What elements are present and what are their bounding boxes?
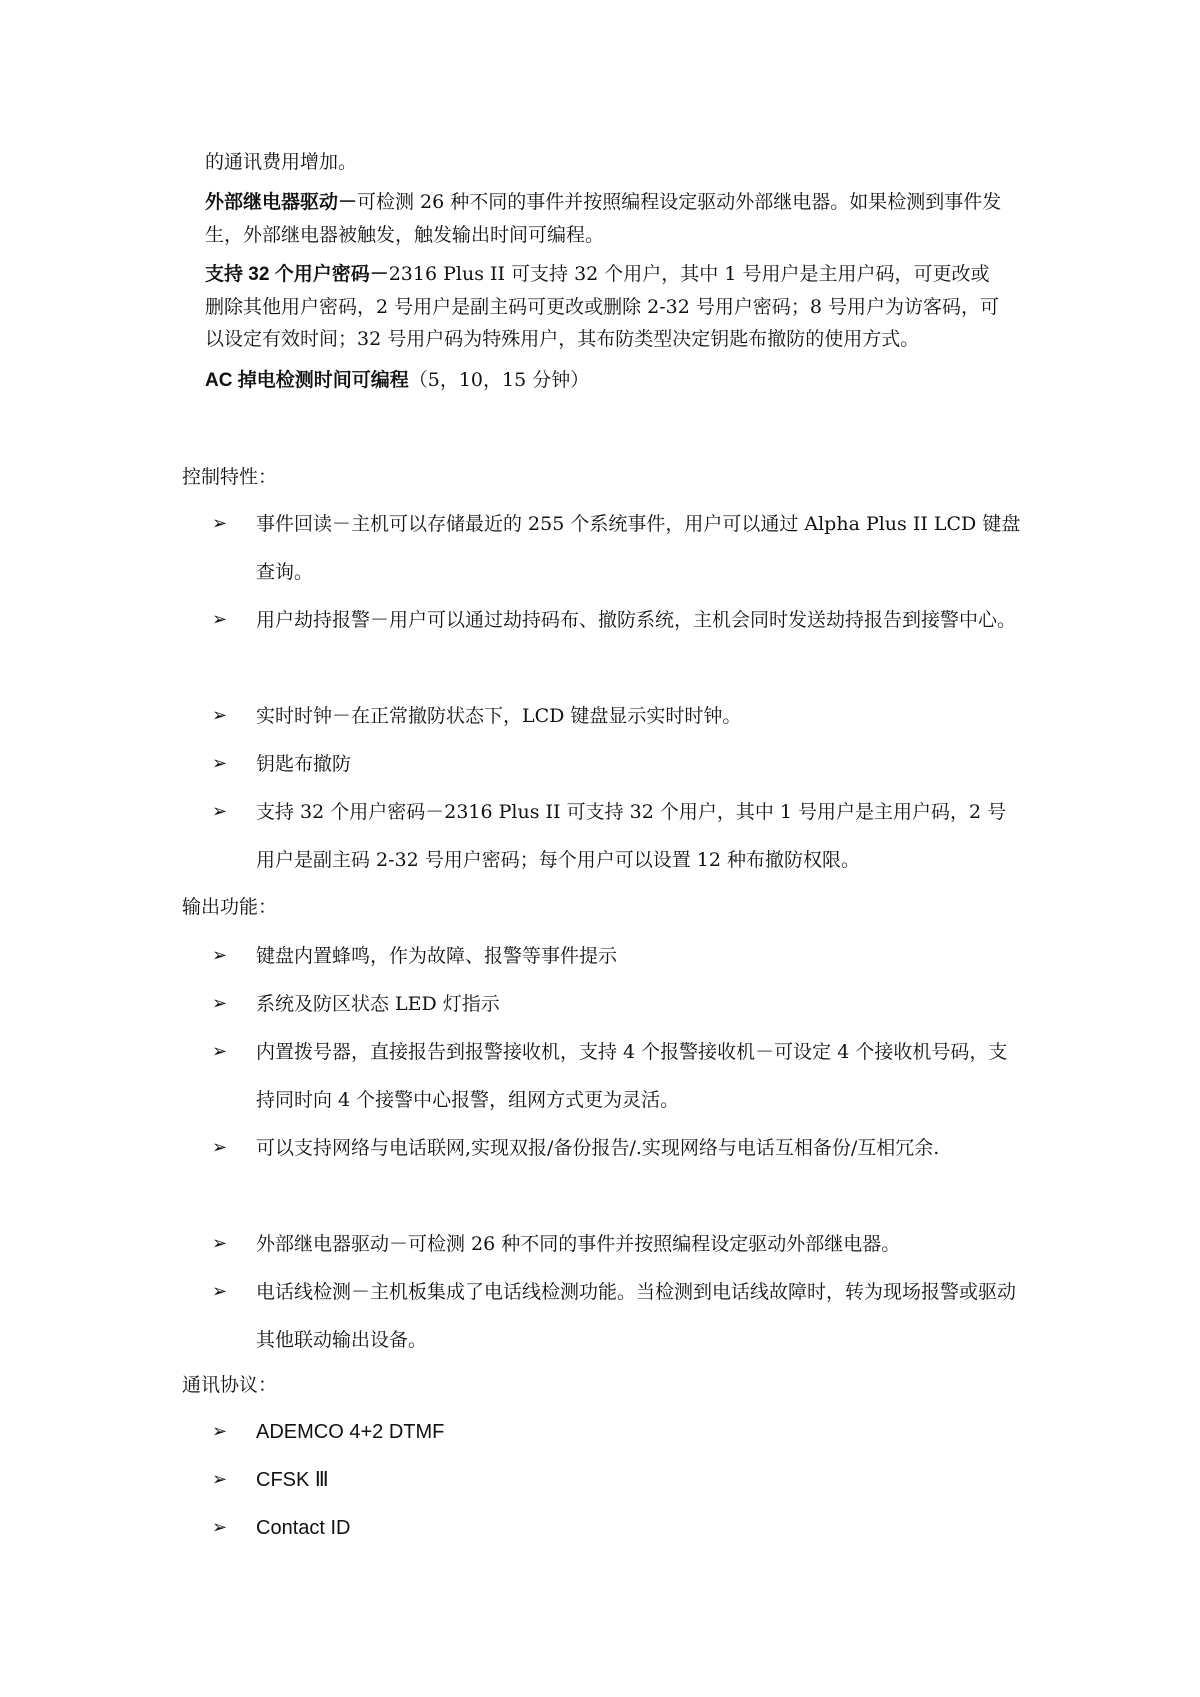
arrowhead-bullet-icon: ➢ (212, 753, 228, 774)
intro-paragraph-text: （5，10，15 分钟） (408, 369, 590, 391)
intro-continuation: 的通讯费用增加。 (205, 151, 358, 173)
section-heading-protocol: 通讯协议： (182, 1374, 278, 1396)
arrowhead-bullet-icon: ➢ (212, 609, 228, 630)
intro-paragraph-lead: 支持 32 个用户密码－ (205, 264, 389, 285)
list-item: ➢ 可以支持网络与电话联网,实现双报/备份报告/.实现网络与电话互相备份/互相冗余. (212, 1124, 1022, 1172)
list-item: ➢ 系统及防区状态 LED 灯指示 (212, 980, 1022, 1028)
arrowhead-bullet-icon: ➢ (212, 1041, 228, 1062)
intro-paragraph-text: 可检测 26 种不同的事件并按照编程设定驱动外部继电器。如果检测到事件发生，外部继电器被触发，触发输出时间可编程。 (205, 191, 1002, 246)
section-heading-output: 输出功能： (182, 896, 278, 918)
arrowhead-bullet-icon: ➢ (212, 945, 228, 966)
list-item: ➢ 用户劫持报警－用户可以通过劫持码布、撤防系统，主机会同时发送劫持报告到接警中心。 (212, 596, 1022, 644)
intro-paragraph-ac-loss (205, 364, 1005, 397)
list-item: ➢ 内置拨号器，直接报告到报警接收机，支持 4 个报警接收机－可设定 4 个接收机号码，支持同时向 4 个接警中心报警，组网方式更为灵活。 (212, 1028, 1022, 1124)
list-item: ➢ Contact ID (212, 1504, 1022, 1552)
section-heading-control: 控制特性： (182, 466, 278, 488)
arrowhead-bullet-icon: ➢ (212, 705, 228, 726)
intro-paragraph-relay (205, 186, 1005, 251)
arrowhead-bullet-icon: ➢ (212, 1233, 228, 1254)
list-item: ➢ CFSK Ⅲ (212, 1456, 1022, 1504)
intro-paragraph-lead: AC 掉电检测时间可编程 (205, 370, 409, 391)
arrowhead-bullet-icon: ➢ (212, 1421, 228, 1442)
intro-paragraph-user-codes (205, 258, 1005, 355)
arrowhead-bullet-icon: ➢ (212, 1281, 228, 1302)
intro-paragraph-lead: 外部继电器驱动－ (205, 192, 358, 213)
list-item: ➢ 实时时钟－在正常撤防状态下，LCD 键盘显示实时时钟。 (212, 692, 1022, 740)
arrowhead-bullet-icon: ➢ (212, 993, 228, 1014)
list-item: ➢ 支持 32 个用户密码－2316 Plus II 可支持 32 个用户，其中 1 号用户是主用户码，2 号用户是副主码 2-32 号用户密码；每个用户可以设置 12 种布撤防权限。 (212, 788, 1022, 884)
arrowhead-bullet-icon: ➢ (212, 1137, 228, 1158)
arrowhead-bullet-icon: ➢ (212, 1469, 228, 1490)
arrowhead-bullet-icon: ➢ (212, 1517, 228, 1538)
list-item: ➢ 键盘内置蜂鸣，作为故障、报警等事件提示 (212, 932, 1022, 980)
arrowhead-bullet-icon: ➢ (212, 801, 228, 822)
list-item: ➢ 钥匙布撤防 (212, 740, 1022, 788)
arrowhead-bullet-icon: ➢ (212, 513, 228, 534)
intro-paragraph-text: 2316 Plus II 可支持 32 个用户，其中 1 号用户是主用户码，可更改或删除其他用户密码，2 号用户是副主码可更改或删除 2-32 号用户密码；8 号用户为访客码，可以设定有效时间；32 号用户码为特殊用户，其布防类型决定钥匙布撤防的使用方式。 (205, 263, 1000, 350)
list-item: ➢ 外部继电器驱动－可检测 26 种不同的事件并按照编程设定驱动外部继电器。 (212, 1220, 1022, 1268)
list-item: ➢ 事件回读－主机可以存储最近的 255 个系统事件，用户可以通过 Alpha Plus II LCD 键盘查询。 (212, 500, 1022, 596)
list-item: ➢ ADEMCO 4+2 DTMF (212, 1408, 1022, 1456)
list-item: ➢ 电话线检测－主机板集成了电话线检测功能。当检测到电话线故障时，转为现场报警或驱动其他联动输出设备。 (212, 1268, 1022, 1364)
